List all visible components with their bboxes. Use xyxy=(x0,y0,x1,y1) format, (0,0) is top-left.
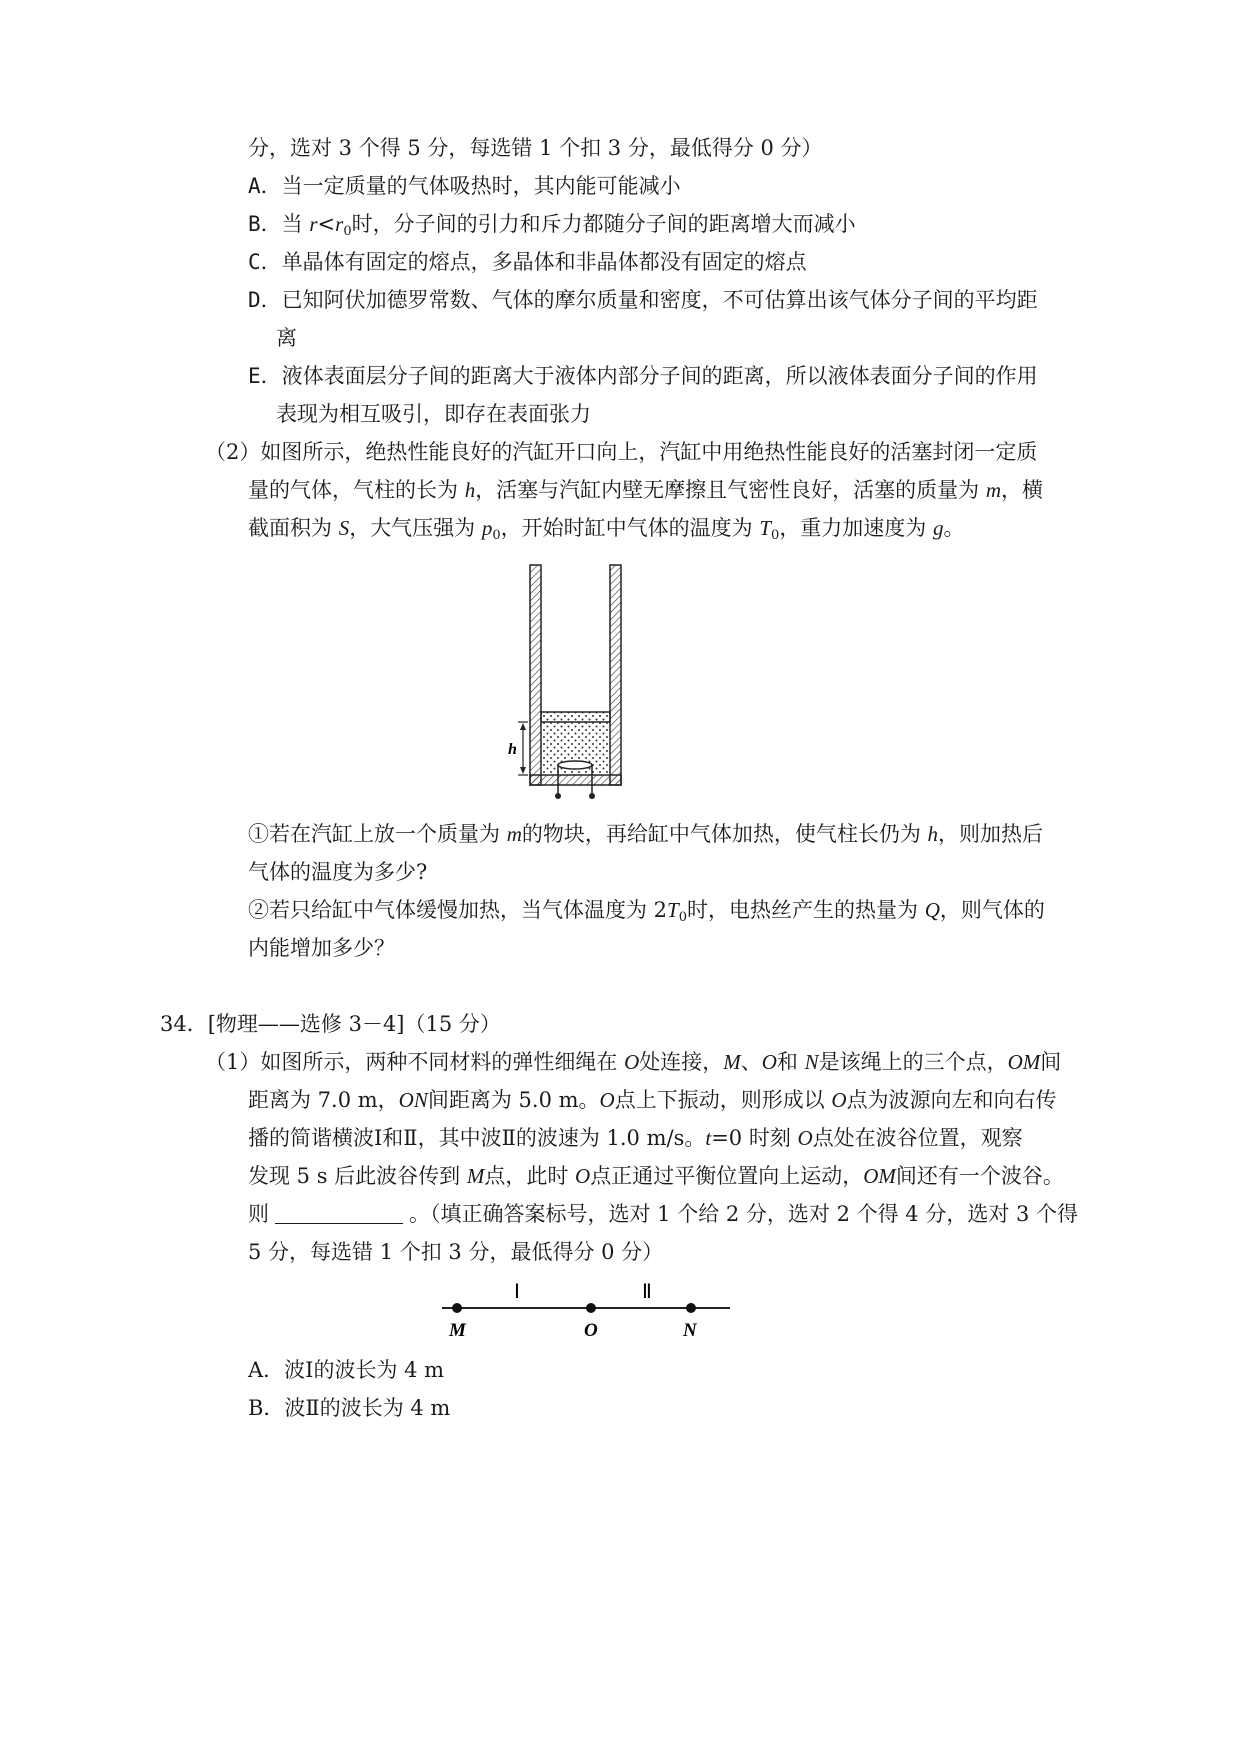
part-number: （1） xyxy=(205,1050,261,1074)
label-II: Ⅱ xyxy=(642,1281,652,1303)
q34-line6: 5 分，每选错 1 个扣 3 分，最低得分 0 分） xyxy=(248,1240,664,1264)
piston xyxy=(541,712,610,722)
part2-line3: 截面积为 S，大气压强为 $p_0$，开始时缸中气体的温度为 $T_0$，重力加速度为 g。 xyxy=(248,516,965,543)
subquestion-1-cont: 气体的温度为多少? xyxy=(248,860,428,884)
point-N xyxy=(686,1303,696,1313)
point-M xyxy=(452,1303,462,1313)
option-text: A．波Ⅰ的波长为 4 m xyxy=(248,1358,445,1382)
option-label: A． xyxy=(248,174,282,198)
option-d-cont xyxy=(276,324,297,352)
cylinder-left-wall xyxy=(530,565,541,785)
label-N: N xyxy=(683,1320,697,1341)
option-e xyxy=(248,362,1038,390)
part2-line1 xyxy=(205,438,1037,466)
q34-option-b xyxy=(248,1394,450,1422)
option-text: 液体表面层分子间的距离大于液体内部分子间的距离，所以液体表面分子间的作用 xyxy=(281,364,1038,388)
answer-blank[interactable] xyxy=(275,1203,403,1224)
option-text: 离 xyxy=(276,326,297,350)
q34-line1: （1）如图所示，两种不同材料的弹性细绳在 O处连接，M、O和 N是该绳上的三个点，OM间 xyxy=(205,1050,1062,1074)
option-label: D． xyxy=(248,288,282,312)
option-label: E． xyxy=(248,364,282,388)
q34-line2: 距离为 7.0 m，ON间距离为 5.0 m。O点上下振动，则形成以 O点为波源向左和向右传 xyxy=(248,1088,1057,1112)
rope-figure xyxy=(440,1278,735,1348)
option-e-cont xyxy=(276,400,591,428)
var-h: h xyxy=(927,822,939,846)
var-T0: T xyxy=(759,516,772,540)
part-number: （2） xyxy=(205,440,261,464)
q34-option-a xyxy=(248,1356,444,1384)
option-text: 时，分子间的引力和斥力都随分子间的距离增大而减小 xyxy=(351,212,856,236)
label-M: M xyxy=(449,1320,466,1341)
point-O xyxy=(586,1303,596,1313)
less-than: < xyxy=(317,212,336,236)
var-h: h xyxy=(464,478,476,502)
var-T0: T xyxy=(667,898,679,922)
option-text: 单晶体有固定的熔点，多晶体和非晶体都没有固定的熔点 xyxy=(281,250,807,274)
scoring-text: 分，选对 3 个得 5 分，每选错 1 个扣 3 分，最低得分 0 分） xyxy=(248,136,823,160)
subquestion-2-cont: 内能增加多少？ xyxy=(248,936,395,960)
cylinder-right-wall xyxy=(610,565,621,785)
subscript: 0 xyxy=(343,224,352,239)
var-r0: r xyxy=(335,212,344,236)
label-O: O xyxy=(584,1320,598,1341)
q34-line3: 播的简谐横波Ⅰ和Ⅱ，其中波Ⅱ的波速为 1.0 m/s。t=0 时刻 O点处在波谷位置，观察 xyxy=(248,1126,1023,1150)
option-text: B．波Ⅱ的波长为 4 m xyxy=(248,1396,451,1420)
q34-line5: 则 。（填正确答案标号，选对 1 个给 2 分，选对 2 个得 4 分，选对 3 个得 xyxy=(248,1202,1079,1226)
q34-line4: 发现 5 s 后此波谷传到 M点，此时 O点正通过平衡位置向上运动，OM间还有一个波谷。 xyxy=(248,1164,1064,1188)
option-text: 当一定质量的气体吸热时，其内能可能减小 xyxy=(281,174,681,198)
option-text: 当 xyxy=(281,212,310,236)
var-m: m xyxy=(506,822,522,846)
option-a xyxy=(248,172,681,200)
var-r: r xyxy=(309,212,318,236)
var-p0: p xyxy=(481,516,493,540)
part-text: 如图所示，绝热性能良好的汽缸开口向上，汽缸中用绝热性能良好的活塞封闭一定质 xyxy=(260,440,1038,464)
part2-line2: 量的气体，气柱的长为 h，活塞与汽缸内壁无摩擦且气密性良好，活塞的质量为 m，横 xyxy=(248,478,1044,502)
var-g: g xyxy=(933,516,944,540)
h-label: h xyxy=(508,741,517,758)
option-text: 已知阿伏加德罗常数、气体的摩尔质量和密度，不可估算出该气体分子间的平均距 xyxy=(281,288,1038,312)
heater-wire xyxy=(558,761,592,769)
option-d xyxy=(248,286,1038,314)
question-title: 34．[物理——选修 3－4]（15 分） xyxy=(160,1012,501,1036)
var-S: S xyxy=(338,516,350,540)
cylinder-figure xyxy=(500,560,640,805)
option-c xyxy=(248,248,807,276)
option-label: C． xyxy=(248,250,282,274)
option-text: 表现为相互吸引，即存在表面张力 xyxy=(276,402,591,426)
subquestion-1: ①若在汽缸上放一个质量为 m的物块，再给缸中气体加热，使气柱长仍为 h，则加热后 xyxy=(248,822,1044,846)
subquestion-2: ②若只给缸中气体缓慢加热，当气体温度为 $2T_0$时，电热丝产生的热量为 Q，则气体的 xyxy=(248,898,1045,925)
label-I: Ⅰ xyxy=(514,1281,520,1303)
option-b xyxy=(248,210,856,246)
cylinder-bottom xyxy=(530,775,621,785)
question-34-header xyxy=(160,1010,501,1038)
option-label: B． xyxy=(248,212,282,236)
scoring-continuation xyxy=(248,134,823,162)
var-Q: Q xyxy=(924,898,940,922)
var-m: m xyxy=(985,478,1002,502)
